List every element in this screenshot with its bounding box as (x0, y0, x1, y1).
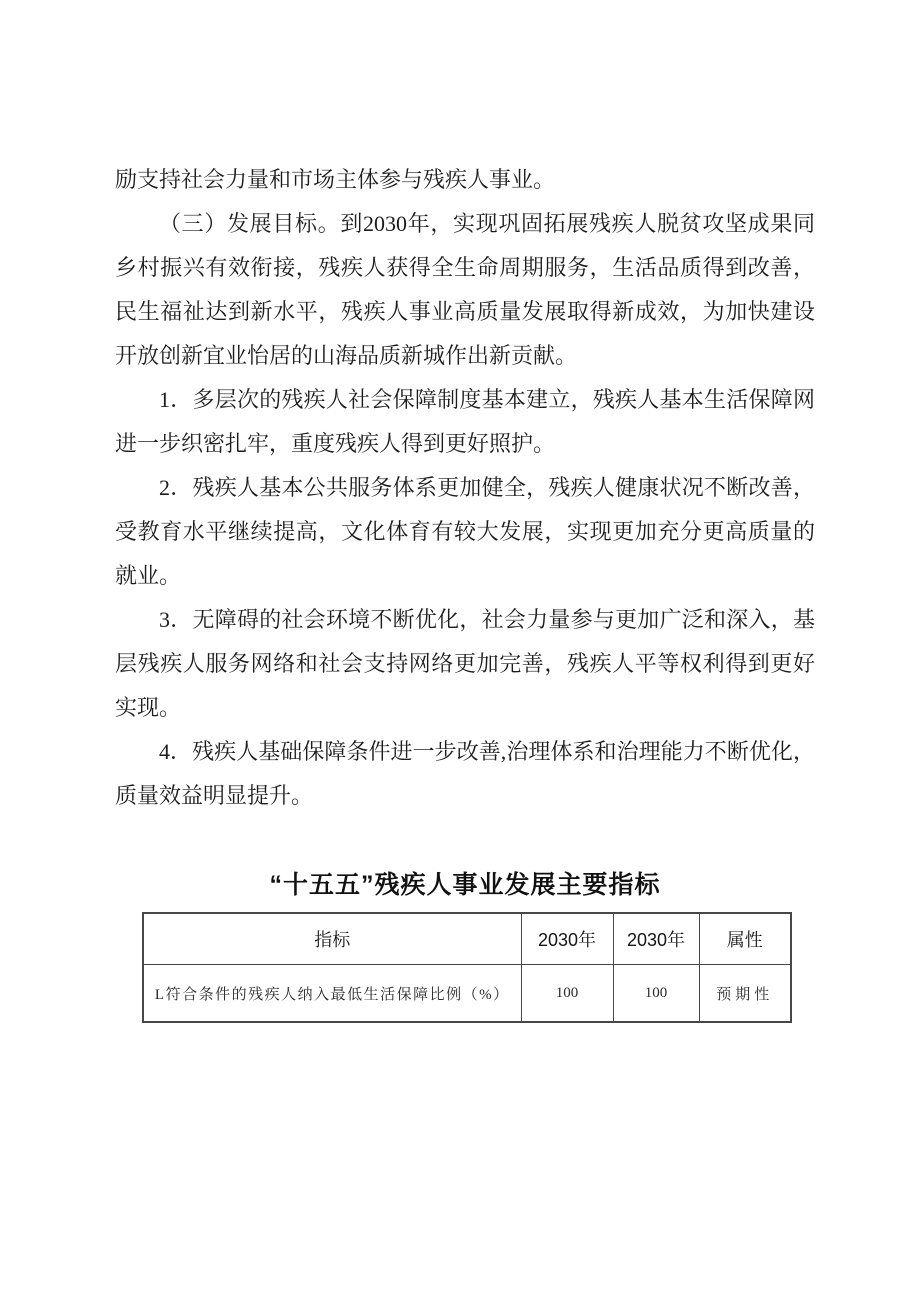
cell-value-year-1: 100 (521, 965, 613, 1023)
paragraph: 1．多层次的残疾人社会保障制度基本建立，残疾人基本生活保障网进一步织密扎牢，重度残疾人得到更好照护。 (115, 387, 815, 456)
page-content (115, 158, 815, 1023)
cell-attribute: 预期性 (699, 965, 791, 1023)
header-cell-year-2: 2030年 (613, 913, 699, 965)
header-cell-attribute: 属性 (699, 913, 791, 965)
header-cell-year-1: 2030年 (521, 913, 613, 965)
paragraph: 励支持社会力量和市场主体参与残疾人事业。 (115, 167, 556, 192)
table-header-row (143, 913, 791, 965)
body-text (115, 158, 815, 818)
cell-value-year-2: 100 (613, 965, 699, 1023)
paragraph: 3．无障碍的社会环境不断优化，社会力量参与更加广泛和深入，基层残疾人服务网络和社会支持网络更加完善，残疾人平等权利得到更好实现。 (115, 607, 815, 720)
table-title: “十五五”残疾人事业发展主要指标 (269, 871, 661, 899)
cell-indicator-name: L符合条件的残疾人纳入最低生活保障比例（%） (143, 965, 521, 1023)
header-cell-indicator: 指标 (143, 913, 521, 965)
indicators-table (142, 912, 792, 1023)
paragraph: 4．残疾人基础保障条件进一步改善,治理体系和治理能力不断优化，质量效益明显提升。 (115, 739, 815, 808)
table-row (143, 965, 791, 1023)
paragraph: （三）发展目标。到2030年，实现巩固拓展残疾人脱贫攻坚成果同乡村振兴有效衔接，残疾人获得全生命周期服务，生活品质得到改善，民生福祉达到新水平，残疾人事业高质量发展取得新成效，为加快建设开放创新宜业怡居的山海品质新城作出新贡献。 (115, 211, 815, 368)
paragraph: 2．残疾人基本公共服务体系更加健全，残疾人健康状况不断改善，受教育水平继续提高，文化体育有较大发展，实现更加充分更高质量的就业。 (115, 475, 815, 588)
